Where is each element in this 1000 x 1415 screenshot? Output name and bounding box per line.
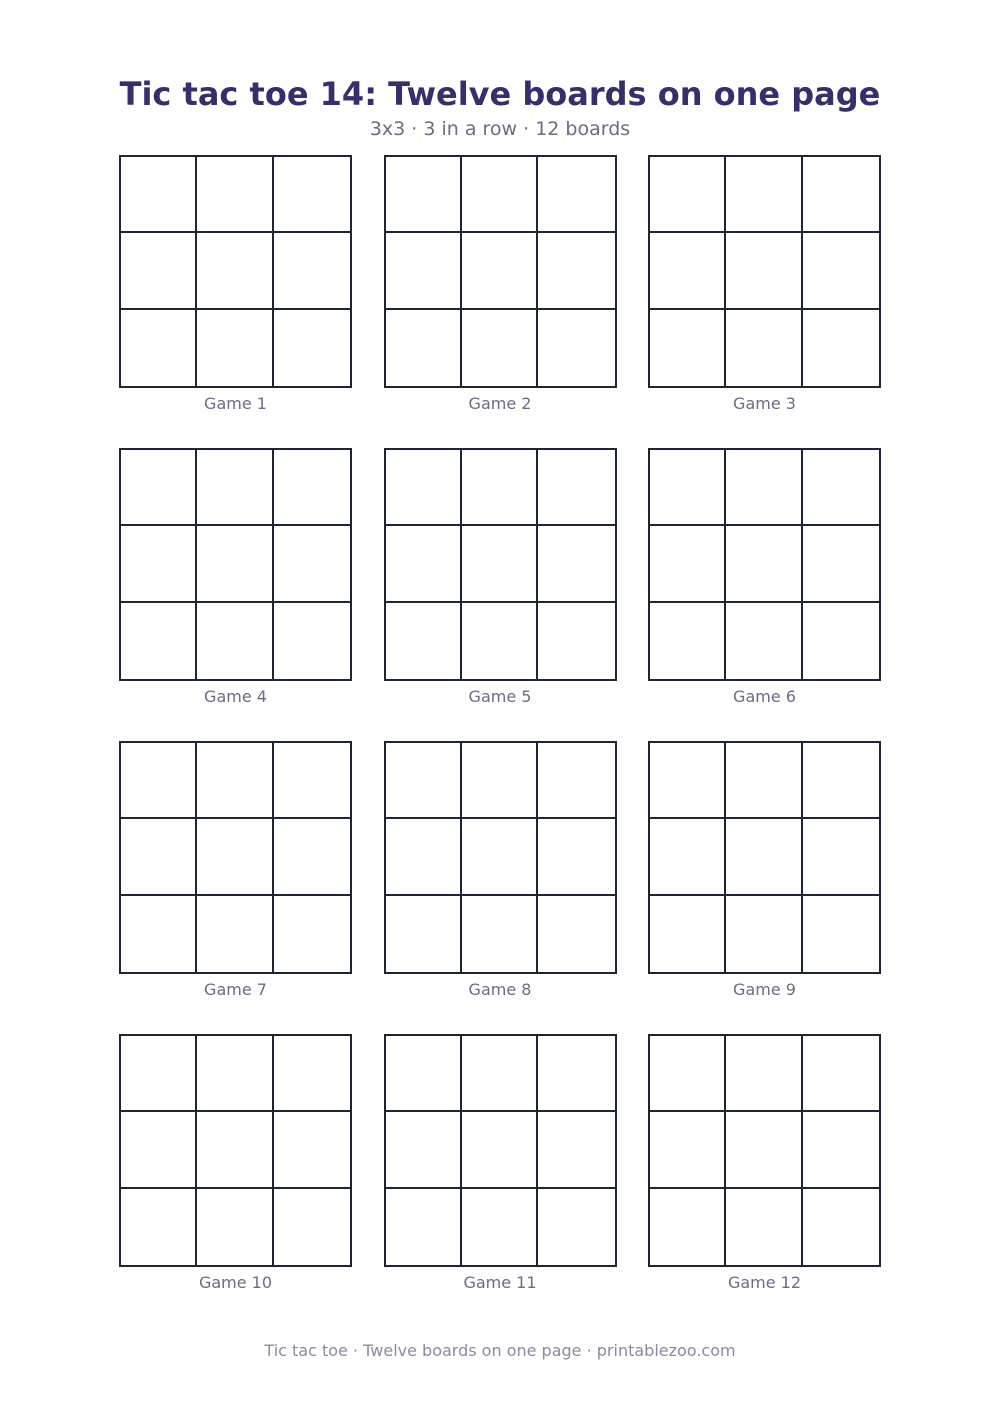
board-cell[interactable] [650, 603, 726, 679]
board-cell[interactable] [462, 1189, 538, 1265]
board-cell[interactable] [386, 743, 462, 819]
board-cell[interactable] [726, 603, 802, 679]
board-cell[interactable] [197, 1189, 273, 1265]
board-cell[interactable] [803, 157, 879, 233]
board-cell[interactable] [650, 450, 726, 526]
game-board-card [384, 741, 617, 999]
game-board-card [648, 1034, 881, 1292]
board-cell[interactable] [803, 310, 879, 386]
game-board-card [119, 1034, 352, 1292]
board-cell[interactable] [538, 526, 614, 602]
tic-tac-toe-board [119, 1034, 352, 1267]
board-cell[interactable] [726, 819, 802, 895]
board-cell[interactable] [726, 1189, 802, 1265]
board-cell[interactable] [462, 896, 538, 972]
board-cell[interactable] [274, 819, 350, 895]
board-cell[interactable] [726, 896, 802, 972]
board-cell[interactable] [121, 526, 197, 602]
board-cell[interactable] [386, 310, 462, 386]
board-cell[interactable] [197, 896, 273, 972]
board-cell[interactable] [803, 819, 879, 895]
board-cell[interactable] [121, 819, 197, 895]
board-cell[interactable] [386, 896, 462, 972]
page-footer: Tic tac toe · Twelve boards on one page · printablezoo.com [264, 1341, 736, 1360]
board-label: Game 8 [468, 980, 532, 999]
board-cell[interactable] [121, 1036, 197, 1112]
board-cell[interactable] [462, 450, 538, 526]
board-label: Game 3 [733, 394, 796, 413]
board-cell[interactable] [650, 1189, 726, 1265]
board-cell[interactable] [726, 450, 802, 526]
board-cell[interactable] [650, 157, 726, 233]
board-label: Game 10 [198, 1273, 273, 1292]
board-cell[interactable] [803, 450, 879, 526]
boards-grid [119, 155, 881, 1292]
board-label: Game 1 [204, 394, 267, 413]
board-cell[interactable] [121, 157, 197, 233]
board-label: Game 5 [468, 687, 532, 706]
board-cell[interactable] [121, 310, 197, 386]
board-cell[interactable] [803, 896, 879, 972]
board-cell[interactable] [274, 310, 350, 386]
board-cell[interactable] [462, 1036, 538, 1112]
board-cell[interactable] [274, 1036, 350, 1112]
board-cell[interactable] [386, 233, 462, 309]
tic-tac-toe-board [648, 1034, 881, 1267]
board-label: Game 11 [463, 1273, 537, 1292]
board-cell[interactable] [197, 819, 273, 895]
game-board-card [648, 155, 881, 413]
board-cell[interactable] [197, 603, 273, 679]
board-cell[interactable] [121, 1112, 197, 1188]
board-label: Game 4 [204, 687, 267, 706]
board-label: Game 2 [468, 394, 532, 413]
board-cell[interactable] [538, 233, 614, 309]
board-cell[interactable] [121, 603, 197, 679]
board-cell[interactable] [274, 896, 350, 972]
board-cell[interactable] [538, 1112, 614, 1188]
board-cell[interactable] [197, 450, 273, 526]
board-cell[interactable] [197, 1036, 273, 1112]
tic-tac-toe-board [119, 448, 352, 681]
board-cell[interactable] [197, 1112, 273, 1188]
board-cell[interactable] [803, 1036, 879, 1112]
board-cell[interactable] [650, 1036, 726, 1112]
tic-tac-toe-board [648, 155, 881, 388]
board-cell[interactable] [650, 310, 726, 386]
page-subtitle: 3x3 · 3 in a row · 12 boards [369, 118, 631, 140]
board-cell[interactable] [462, 526, 538, 602]
game-board-card [119, 741, 352, 999]
board-cell[interactable] [462, 1112, 538, 1188]
board-label: Game 7 [204, 980, 267, 999]
board-cell[interactable] [197, 743, 273, 819]
board-cell[interactable] [462, 603, 538, 679]
board-cell[interactable] [538, 157, 614, 233]
board-cell[interactable] [803, 1112, 879, 1188]
board-cell[interactable] [121, 896, 197, 972]
board-cell[interactable] [726, 743, 802, 819]
tic-tac-toe-board [119, 155, 352, 388]
tic-tac-toe-board [384, 1034, 617, 1267]
board-cell[interactable] [274, 603, 350, 679]
tic-tac-toe-board [384, 448, 617, 681]
board-cell[interactable] [650, 526, 726, 602]
game-board-card [384, 448, 617, 706]
board-cell[interactable] [803, 526, 879, 602]
board-cell[interactable] [121, 1189, 197, 1265]
board-cell[interactable] [386, 526, 462, 602]
board-cell[interactable] [274, 450, 350, 526]
board-cell[interactable] [462, 310, 538, 386]
board-cell[interactable] [726, 526, 802, 602]
board-cell[interactable] [386, 450, 462, 526]
board-cell[interactable] [726, 1036, 802, 1112]
board-label: Game 12 [727, 1273, 802, 1292]
board-cell[interactable] [121, 743, 197, 819]
board-cell[interactable] [803, 1189, 879, 1265]
board-cell[interactable] [726, 310, 802, 386]
board-cell[interactable] [538, 1036, 614, 1112]
board-cell[interactable] [650, 1112, 726, 1188]
game-board-card [119, 155, 352, 413]
board-cell[interactable] [274, 743, 350, 819]
board-label: Game 9 [733, 980, 796, 999]
board-cell[interactable] [650, 743, 726, 819]
board-cell[interactable] [121, 450, 197, 526]
board-cell[interactable] [274, 526, 350, 602]
board-cell[interactable] [462, 233, 538, 309]
board-cell[interactable] [386, 1112, 462, 1188]
board-cell[interactable] [274, 1189, 350, 1265]
board-label: Game 6 [733, 687, 796, 706]
board-cell[interactable] [386, 1036, 462, 1112]
board-cell[interactable] [197, 157, 273, 233]
board-cell[interactable] [650, 233, 726, 309]
page-title: Tic tac toe 14: Twelve boards on one page [119, 75, 881, 113]
board-cell[interactable] [803, 233, 879, 309]
board-cell[interactable] [197, 310, 273, 386]
game-board-card [648, 448, 881, 706]
game-board-card [648, 741, 881, 999]
board-cell[interactable] [386, 819, 462, 895]
board-cell[interactable] [462, 819, 538, 895]
board-cell[interactable] [197, 526, 273, 602]
board-cell[interactable] [538, 450, 614, 526]
board-cell[interactable] [121, 233, 197, 309]
game-board-card [384, 1034, 617, 1292]
board-cell[interactable] [538, 310, 614, 386]
board-cell[interactable] [650, 896, 726, 972]
board-cell[interactable] [386, 603, 462, 679]
board-cell[interactable] [462, 157, 538, 233]
tic-tac-toe-board [384, 741, 617, 974]
board-cell[interactable] [726, 157, 802, 233]
board-cell[interactable] [462, 743, 538, 819]
board-cell[interactable] [386, 157, 462, 233]
board-cell[interactable] [803, 603, 879, 679]
board-cell[interactable] [274, 157, 350, 233]
board-cell[interactable] [650, 819, 726, 895]
board-cell[interactable] [538, 603, 614, 679]
board-cell[interactable] [726, 1112, 802, 1188]
board-cell[interactable] [386, 1189, 462, 1265]
board-cell[interactable] [803, 743, 879, 819]
tic-tac-toe-board [648, 741, 881, 974]
game-board-card [119, 448, 352, 706]
board-cell[interactable] [538, 1189, 614, 1265]
tic-tac-toe-board [384, 155, 617, 388]
board-cell[interactable] [538, 819, 614, 895]
tic-tac-toe-board [119, 741, 352, 974]
game-board-card [384, 155, 617, 413]
board-cell[interactable] [538, 743, 614, 819]
board-cell[interactable] [726, 233, 802, 309]
tic-tac-toe-board [648, 448, 881, 681]
board-cell[interactable] [197, 233, 273, 309]
board-cell[interactable] [538, 896, 614, 972]
board-cell[interactable] [274, 1112, 350, 1188]
board-cell[interactable] [274, 233, 350, 309]
